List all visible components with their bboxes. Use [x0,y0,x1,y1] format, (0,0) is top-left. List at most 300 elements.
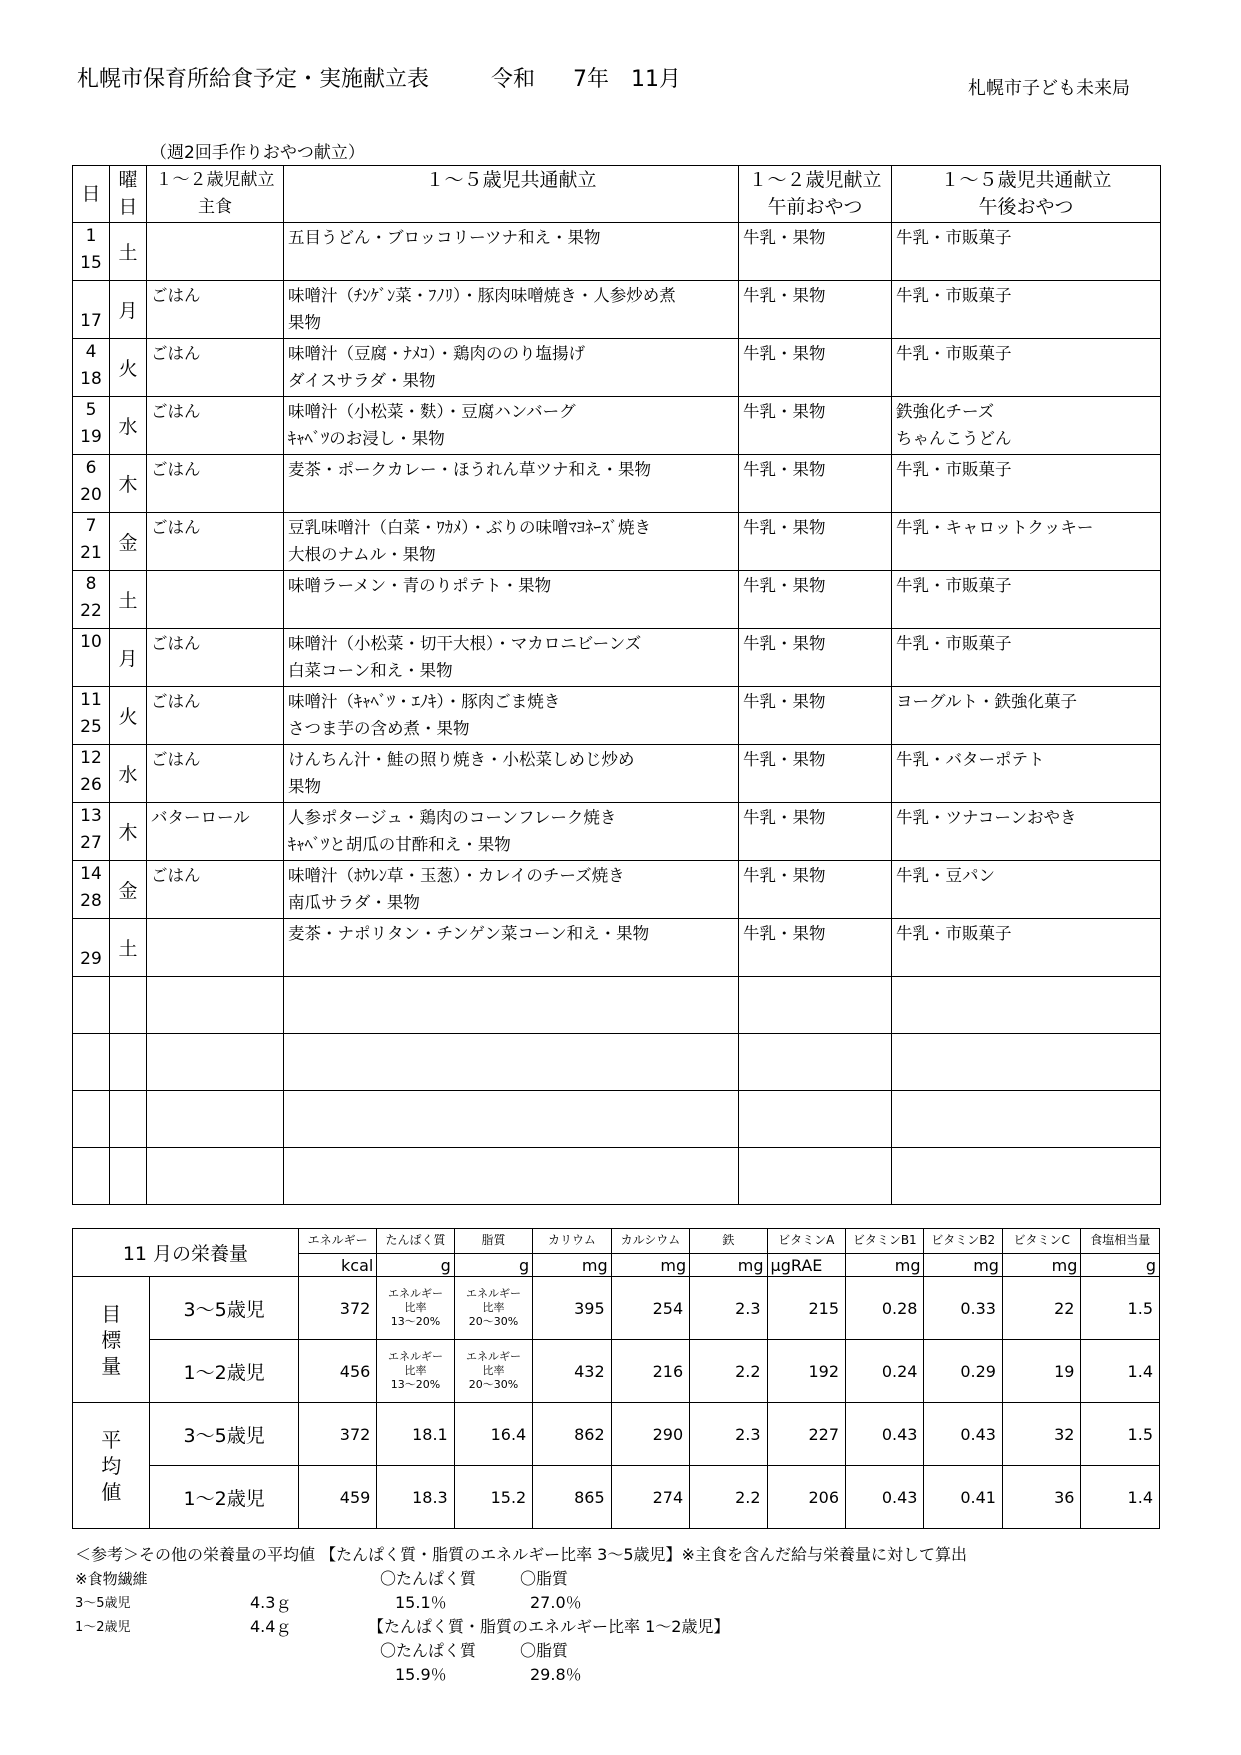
ratio-range: 13～20% [390,1315,441,1328]
empty-cell [892,977,1161,1034]
nutrient-name: 脂質 [454,1229,532,1254]
empty-cell [73,1148,110,1205]
nutrition-group-text: 平均値 [101,1427,122,1504]
nutrient-name: たんぱく質 [377,1229,454,1254]
day-number: 4 [85,342,97,362]
page-title [77,62,681,93]
weekday-cell: 金 [110,513,147,571]
day-number-2: 15 [80,253,102,273]
header-am-line2: 午前おやつ [767,196,863,218]
menu-row [73,919,1161,977]
day-cell [73,455,110,513]
vitA-value: 215 [767,1277,845,1340]
nutrition-group-label [73,1403,150,1529]
ratio-range: 20～30% [468,1378,519,1391]
day-cell [73,513,110,571]
pm-snack-cell [892,571,1161,629]
day-number-2: 19 [80,427,102,447]
day-cell [73,687,110,745]
main-menu-cell [284,339,739,397]
staple-cell [147,281,284,339]
energy-value: 459 [298,1466,376,1529]
day-number [73,919,109,946]
protein-ratio-cell [377,1277,454,1340]
day-number: 11 [80,690,102,710]
iron-value: 2.3 [690,1403,767,1466]
day-number-2: 27 [80,833,102,853]
pm-snack-line1: 牛乳・市販菓子 [896,924,1012,943]
am-snack-text: 牛乳・果物 [743,634,826,653]
energy-value: 456 [298,1340,376,1403]
day-cell [73,861,110,919]
ratio12-protein-label: 〇たんぱく質 [380,1641,477,1660]
menu-row [73,803,1161,861]
main-menu-cell [284,861,739,919]
ratio35-fat-label: 〇脂質 [520,1569,569,1588]
staple-cell [147,745,284,803]
day-number-2: 28 [80,891,102,911]
main-menu-line1: 麦茶・ポークカレー・ほうれん草ツナ和え・果物 [288,460,651,479]
menu-header-row [73,166,1161,223]
pm-snack-cell [892,513,1161,571]
staple-cell [147,629,284,687]
empty-cell [284,1034,739,1091]
nutrition-header-row [73,1229,1160,1254]
calcium-value: 274 [611,1466,689,1529]
am-snack-text: 牛乳・果物 [743,808,826,827]
vitA-value: 192 [767,1340,845,1403]
header-pm-line1: １～５歳児共通献立 [940,169,1112,191]
vitB2-value: 0.33 [924,1277,1002,1340]
nutrient-unit: g [377,1254,454,1277]
day-number: 14 [80,864,102,884]
am-snack-cell [739,919,892,977]
nutrient-name: カルシウム [611,1229,689,1254]
age-label: 1～2歳児 [150,1340,298,1403]
vitC-value: 22 [1002,1277,1080,1340]
potassium-value: 395 [533,1277,611,1340]
nutrient-unit: kcal [298,1254,376,1277]
day-number-2: 20 [80,485,102,505]
staple-cell [147,571,284,629]
header-day: 日 [73,166,110,223]
day-number: 10 [80,632,102,652]
menu-row [73,861,1161,919]
title-month: 11月 [631,67,682,92]
weekday-cell: 木 [110,803,147,861]
empty-cell [110,977,147,1034]
energy-value: 372 [298,1277,376,1340]
menu-row-empty [73,1034,1161,1091]
am-snack-cell [739,223,892,281]
ratio-label-line1: エネルギー比率 [465,1350,521,1377]
empty-cell [739,977,892,1034]
header-common [284,166,739,223]
nutrition-group-text: 目標量 [101,1301,122,1378]
ratio-label-line1: エネルギー比率 [388,1350,444,1377]
menu-row [73,513,1161,571]
pm-snack-line1: 牛乳・市販菓子 [896,460,1012,479]
age-label: 3～5歳児 [150,1277,298,1340]
pm-snack-line1: 牛乳・市販菓子 [896,344,1012,363]
staple-text: ごはん [151,344,201,363]
nutrition-row [73,1277,1160,1340]
fiber35-value: 4.3ｇ [250,1593,292,1612]
pm-snack-line1: 牛乳・市販菓子 [896,576,1012,595]
weekday-cell: 水 [110,397,147,455]
nutrition-month-label: 11 月の栄養量 [73,1229,299,1277]
title-text: 札幌市保育所給食予定・実施献立表 [77,67,430,92]
am-snack-text: 牛乳・果物 [743,228,826,247]
reference-line1: ＜参考＞その他の栄養量の平均値 【たんぱく質・脂質のエネルギー比率 3～5歳児】※主食を含んだ給与栄養量に対して算出 [75,1545,967,1564]
day-number-2: 21 [80,543,102,563]
ratio-label-line1: エネルギー比率 [465,1287,521,1314]
main-menu-cell [284,629,739,687]
weekday-cell: 月 [110,281,147,339]
potassium-value: 862 [533,1403,611,1466]
age-label: 3～5歳児 [150,1403,298,1466]
day-cell [73,919,110,977]
pm-snack-line1: 牛乳・ツナコーンおやき [896,808,1077,827]
main-menu-line1: 味噌汁（小松菜・麩）・豆腐ハンバーグ [288,402,576,421]
salt-value: 1.4 [1081,1340,1160,1403]
weekday-cell: 土 [110,223,147,281]
title-year: 7年 [573,67,610,92]
am-snack-cell [739,861,892,919]
ratio-range: 13～20% [390,1378,441,1391]
weekday-cell: 水 [110,745,147,803]
empty-cell [892,1034,1161,1091]
main-menu-cell [284,513,739,571]
weekday-cell: 月 [110,629,147,687]
menu-row-empty [73,977,1161,1034]
empty-cell [147,1091,284,1148]
protein-value: 18.3 [377,1466,454,1529]
staple-text: ごはん [151,750,201,769]
main-menu-cell [284,397,739,455]
header-am-line1: １～２歳児献立 [748,169,882,191]
energy-value: 372 [298,1403,376,1466]
vitB1-value: 0.43 [846,1466,924,1529]
menu-row [73,629,1161,687]
nutrient-unit: mg [611,1254,689,1277]
empty-cell [110,1091,147,1148]
nutrient-unit: mg [924,1254,1002,1277]
main-menu-line1: 五目うどん・ブロッコリーツナ和え・果物 [288,228,601,247]
am-snack-text: 牛乳・果物 [743,518,826,537]
main-menu-line2: さつま芋の含め煮・果物 [288,719,470,738]
am-snack-text: 牛乳・果物 [743,344,826,363]
am-snack-text: 牛乳・果物 [743,460,826,479]
am-snack-cell [739,455,892,513]
ratio12-fat: 29.8％ [530,1665,582,1684]
nutrient-unit: mg [1002,1254,1080,1277]
ratio-range: 20～30% [468,1315,519,1328]
empty-cell [110,1034,147,1091]
fiber35-label: 3～5歳児 [75,1596,131,1611]
main-menu-line2: 果物 [288,777,321,796]
day-number-2: 26 [80,775,102,795]
staple-text: ごはん [151,518,201,537]
vitB2-value: 0.29 [924,1340,1002,1403]
day-number-2: 22 [80,601,102,621]
main-menu-line2: ｷｬﾍﾞﾂのお浸し・果物 [288,429,445,448]
pm-snack-cell [892,687,1161,745]
salt-value: 1.5 [1081,1277,1160,1340]
nutrient-name: ビタミンB2 [924,1229,1002,1254]
header-pm-line2: 午後おやつ [978,196,1074,218]
nutrient-name: ビタミンC [1002,1229,1080,1254]
empty-cell [73,1091,110,1148]
staple-cell [147,861,284,919]
empty-cell [284,1148,739,1205]
am-snack-text: 牛乳・果物 [743,286,826,305]
header-am [739,166,892,223]
main-menu-cell [284,803,739,861]
menu-row [73,397,1161,455]
staple-cell [147,455,284,513]
vitC-value: 19 [1002,1340,1080,1403]
staple-text: ごはん [151,692,201,711]
header-pm [892,166,1161,223]
main-menu-line1: 味噌汁（小松菜・切干大根）・マカロニビーンズ [288,634,642,653]
main-menu-line1: けんちん汁・鮭の照り焼き・小松菜しめじ炒め [288,750,635,769]
am-snack-text: 牛乳・果物 [743,924,826,943]
header-dow [110,166,147,223]
fiber12-label: 1～2歳児 [75,1620,131,1635]
menu-row [73,223,1161,281]
staple-text: ごはん [151,286,201,305]
pm-snack-cell [892,339,1161,397]
day-cell [73,571,110,629]
empty-cell [892,1091,1161,1148]
ratio35-protein-label: 〇たんぱく質 [380,1569,477,1588]
ratio-label-line1: エネルギー比率 [388,1287,444,1314]
main-menu-line1: 豆乳味噌汁（白菜・ﾜｶﾒ）・ぶりの味噌ﾏﾖﾈｰｽﾞ焼き [288,518,651,537]
nutrition-row [73,1403,1160,1466]
pm-snack-line1: 鉄強化チーズ [896,402,995,421]
pm-snack-cell [892,803,1161,861]
pm-snack-line1: 牛乳・市販菓子 [896,228,1012,247]
calcium-value: 254 [611,1277,689,1340]
main-menu-cell [284,281,739,339]
iron-value: 2.2 [690,1340,767,1403]
menu-note: （週2回手作りおやつ献立） [150,143,365,163]
pm-snack-cell [892,281,1161,339]
nutrient-name: 食塩相当量 [1081,1229,1160,1254]
calcium-value: 290 [611,1403,689,1466]
day-cell [73,803,110,861]
main-menu-line1: 味噌汁（ｷｬﾍﾞﾂ・ｴﾉｷ）・豚肉ごま焼き [288,692,561,711]
vitC-value: 32 [1002,1403,1080,1466]
menu-row [73,687,1161,745]
vitB2-value: 0.41 [924,1466,1002,1529]
nutrient-unit: mg [846,1254,924,1277]
nutrition-group-label [73,1277,150,1403]
menu-table [72,165,1161,1205]
vitB2-value: 0.43 [924,1403,1002,1466]
main-menu-line1: 味噌ラーメン・青のりポテト・果物 [288,576,552,595]
day-number-2: 25 [80,717,102,737]
menu-row [73,455,1161,513]
pm-snack-cell [892,397,1161,455]
nutrient-name: ビタミンA [767,1229,845,1254]
fiber-label: ※食物繊維 [75,1570,148,1588]
am-snack-text: 牛乳・果物 [743,576,826,595]
day-cell [73,397,110,455]
main-menu-line2: 果物 [288,313,321,332]
fat-ratio-cell [454,1340,532,1403]
iron-value: 2.3 [690,1277,767,1340]
weekday-cell: 土 [110,919,147,977]
main-menu-line1: 人参ポタージュ・鶏肉のコーンフレーク焼き [288,808,617,827]
vitC-value: 36 [1002,1466,1080,1529]
vitB1-value: 0.43 [846,1403,924,1466]
staple-cell [147,397,284,455]
nutrition-row [73,1466,1160,1529]
staple-cell [147,919,284,977]
main-menu-cell [284,571,739,629]
main-menu-line1: 麦茶・ナポリタン・チンゲン菜コーン和え・果物 [288,924,650,943]
day-number-2: 18 [80,369,102,389]
am-snack-cell [739,571,892,629]
nutrient-unit: mg [690,1254,767,1277]
am-snack-cell [739,339,892,397]
staple-cell [147,339,284,397]
day-number: 7 [85,516,97,536]
staple-cell [147,803,284,861]
day-cell [73,339,110,397]
day-cell [73,223,110,281]
day-number: 13 [80,806,102,826]
empty-cell [73,1034,110,1091]
nutrient-name: カリウム [533,1229,611,1254]
weekday-cell: 土 [110,571,147,629]
main-menu-line1: 味噌汁（ﾁﾝｹﾞﾝ菜・ﾌﾉﾘ）・豚肉味噌焼き・人参炒め煮 [288,286,676,305]
nutrient-unit: g [1081,1254,1160,1277]
nutrient-name: 鉄 [690,1229,767,1254]
ratio12-heading: 【たんぱく質・脂質のエネルギー比率 1～2歳児】 [368,1617,730,1636]
potassium-value: 865 [533,1466,611,1529]
weekday-cell: 金 [110,861,147,919]
nutrition-table [72,1228,1160,1529]
day-number-2: 29 [80,949,102,969]
empty-cell [147,1034,284,1091]
am-snack-cell [739,397,892,455]
empty-cell [739,1034,892,1091]
protein-ratio-cell [377,1340,454,1403]
menu-row [73,745,1161,803]
fat-value: 16.4 [454,1403,532,1466]
pm-snack-cell [892,223,1161,281]
header-staple-line1: １～２歳児献立 [155,170,275,190]
empty-cell [284,977,739,1034]
menu-row-empty [73,1091,1161,1148]
empty-cell [284,1091,739,1148]
staple-text: バターロール [151,808,250,827]
fiber12-value: 4.4ｇ [250,1617,292,1636]
issuer: 札幌市子ども未来局 [968,78,1130,99]
staple-text: ごはん [151,634,201,653]
menu-row [73,339,1161,397]
vitB1-value: 0.24 [846,1340,924,1403]
empty-cell [147,977,284,1034]
am-snack-cell [739,687,892,745]
pm-snack-line1: ヨーグルト・鉄強化菓子 [896,692,1078,711]
main-menu-line2: 南瓜サラダ・果物 [288,893,420,912]
pm-snack-cell [892,629,1161,687]
pm-snack-cell [892,919,1161,977]
ratio12-protein: 15.9％ [395,1665,447,1684]
ratio35-fat: 27.0％ [530,1593,582,1612]
day-number: 8 [85,574,97,594]
empty-cell [739,1091,892,1148]
am-snack-text: 牛乳・果物 [743,750,826,769]
empty-cell [739,1148,892,1205]
day-cell [73,281,110,339]
empty-cell [110,1148,147,1205]
vitA-value: 206 [767,1466,845,1529]
menu-row [73,281,1161,339]
staple-cell [147,513,284,571]
ratio12-fat-label: 〇脂質 [520,1641,569,1660]
header-staple [147,166,284,223]
main-menu-line2: ダイスサラダ・果物 [288,371,436,390]
staple-text: ごはん [151,460,201,479]
empty-cell [147,1148,284,1205]
empty-cell [73,977,110,1034]
menu-row [73,571,1161,629]
main-menu-line2: 白菜コーン和え・果物 [288,661,453,680]
main-menu-line1: 味噌汁（ﾎｳﾚﾝ草・玉葱）・カレイのチーズ焼き [288,866,625,885]
empty-cell [892,1148,1161,1205]
am-snack-cell [739,513,892,571]
pm-snack-cell [892,455,1161,513]
header-staple-line2: 主食 [198,197,232,217]
vitB1-value: 0.28 [846,1277,924,1340]
am-snack-cell [739,281,892,339]
main-menu-cell [284,687,739,745]
main-menu-line2: 大根のナムル・果物 [288,545,436,564]
day-number [73,281,109,308]
am-snack-cell [739,803,892,861]
pm-snack-line1: 牛乳・市販菓子 [896,286,1012,305]
fat-ratio-cell [454,1277,532,1340]
main-menu-line2: ｷｬﾍﾞﾂと胡瓜の甘酢和え・果物 [288,835,511,854]
salt-value: 1.4 [1081,1466,1160,1529]
main-menu-line1: 味噌汁（豆腐・ﾅﾒｺ）・鶏肉ののり塩揚げ [288,344,585,363]
nutrient-unit: μgRAE [767,1254,845,1277]
day-number: 1 [85,226,97,246]
day-number: 6 [85,458,97,478]
calcium-value: 216 [611,1340,689,1403]
day-number: 5 [85,400,97,420]
menu-row-empty [73,1148,1161,1205]
am-snack-cell [739,629,892,687]
header-common-text: １～５歳児共通献立 [425,169,597,191]
main-menu-cell [284,455,739,513]
header-dow-text: 曜日 [118,169,138,218]
vitA-value: 227 [767,1403,845,1466]
nutrient-unit: mg [533,1254,611,1277]
staple-text: ごはん [151,866,201,885]
potassium-value: 432 [533,1340,611,1403]
pm-snack-cell [892,861,1161,919]
day-cell [73,745,110,803]
pm-snack-cell [892,745,1161,803]
iron-value: 2.2 [690,1466,767,1529]
protein-value: 18.1 [377,1403,454,1466]
